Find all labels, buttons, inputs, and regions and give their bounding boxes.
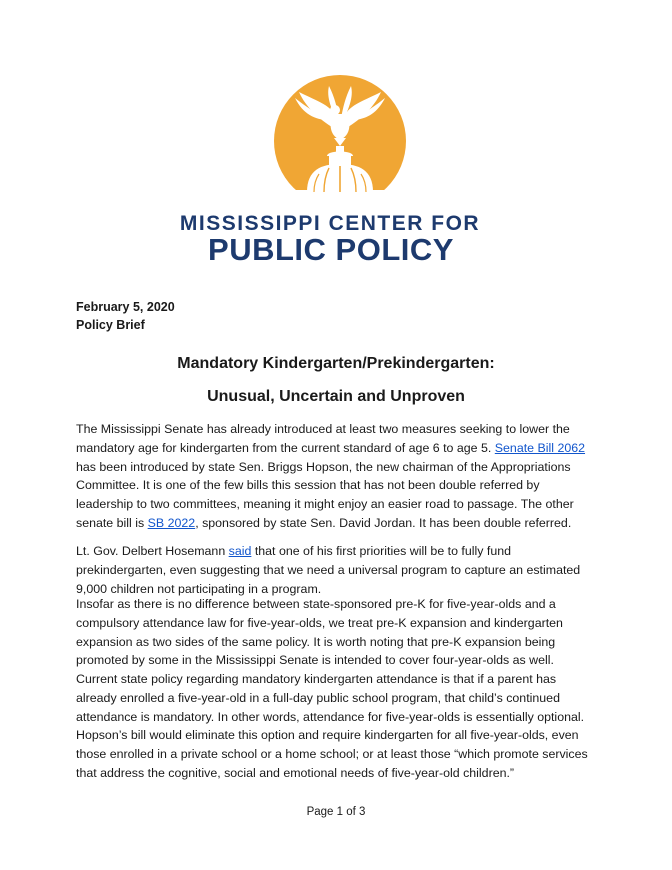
- document-meta: [76, 298, 175, 334]
- document-title-line1: Mandatory Kindergarten/Prekindergarten:: [177, 355, 495, 372]
- paragraph-2: [76, 542, 596, 598]
- organization-name-line2: PUBLIC POLICY: [208, 232, 454, 267]
- paragraph-1-text-b: has been introduced by state Sen. Briggs Hopson, the new chairman of the Appropriations Committee. It is one of the few bills this session that has not been double referred by leadership to two committees, meaning it might enjoy an easier road to passage. The other senate bill is: [76, 459, 574, 530]
- hosemann-said-link[interactable]: said: [228, 544, 252, 558]
- senate-bill-2062-link[interactable]: Senate Bill 2062: [494, 440, 586, 455]
- document-date: February 5, 2020: [76, 300, 175, 314]
- paragraph-4: Current state policy regarding mandatory kindergarten attendance is that if a parent has already enrolled a five-year-old in a full-day public school program, that child’s continued attendance is mandatory. In other words, attendance for five-year-olds is essentially optional. Hopson’s bill would eliminate this option and require kindergarten for all five-year-olds, even those enrolled in a private school or a home school; or at least those “which promote services that address the cognitive, social and emotional needs of five-year-old children.”: [76, 672, 588, 780]
- paragraph-1-text-a: The Mississippi Senate has already introduced at least two measures seeking to lower the mandatory age for kindergarten from the current standard of age 6 to age 5.: [76, 422, 570, 455]
- paragraph-1-text-c: , sponsored by state Sen. David Jordan. It has been double referred.: [195, 515, 572, 530]
- eagle-dome-emblem-icon: [215, 70, 465, 220]
- organization-name-line1: MISSISSIPPI CENTER FOR: [179, 212, 481, 235]
- sb-2022-link[interactable]: SB 2022: [147, 515, 196, 530]
- document-type: Policy Brief: [76, 318, 145, 332]
- paragraph-2-text-b: that one of his first priorities will be to fully fund prekindergarten, even suggesting that we need a universal program to capture an estimated 9,000 children not participating in a program.: [76, 544, 581, 596]
- paragraph-2-text-a: Lt. Gov. Delbert Hosemann: [76, 544, 229, 558]
- paragraph-3: Insofar as there is no difference between state-sponsored pre-K for five-year-olds and a compulsory attendance law for five-year-olds, we treat pre-K expansion and kindergarten expansion as two sides of the same policy. It is worth noting that pre-K expansion being promoted by some in the Mississippi Senate is intended to cover four-year-olds as well.: [76, 597, 563, 668]
- document-title-line2: Unusual, Uncertain and Unproven: [207, 388, 465, 405]
- paragraph-1: [76, 420, 596, 533]
- page-number-footer: Page 1 of 3: [306, 806, 366, 818]
